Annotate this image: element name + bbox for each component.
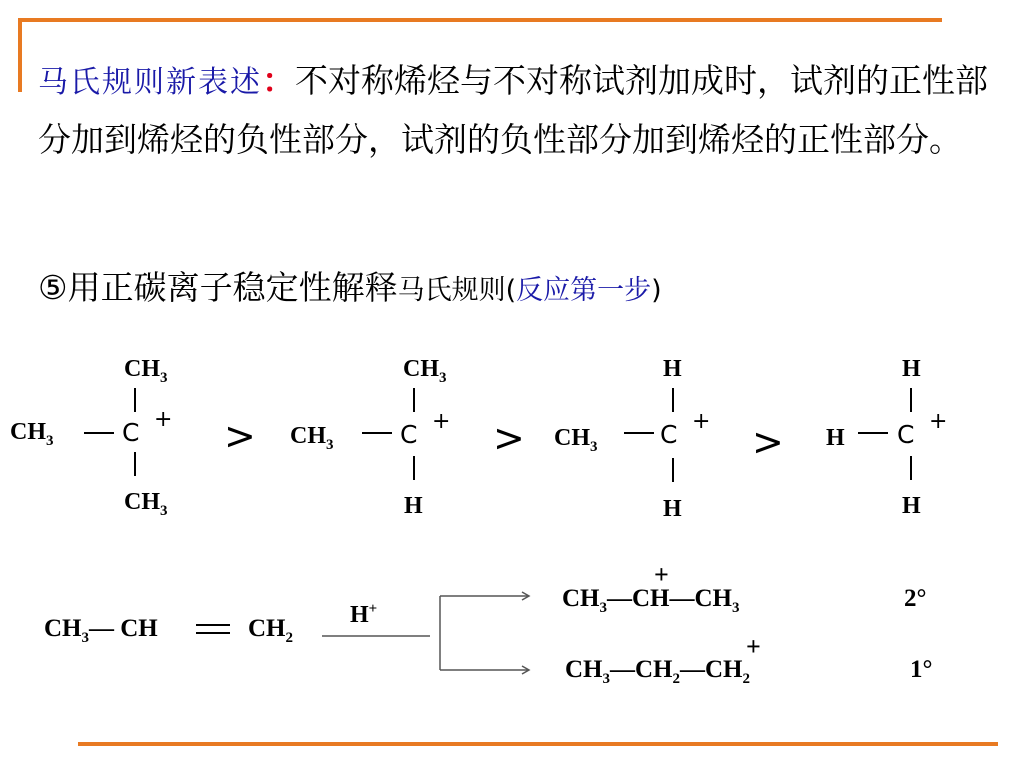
product2-plus: + (746, 632, 761, 661)
cation3-bottom-h: H (663, 496, 682, 522)
cation1-plus: + (154, 407, 173, 432)
heading-term: 马氏规则新表述 (38, 65, 262, 100)
cation2-top-ch3: $CH_3$ (403, 356, 447, 386)
cation4-bottom-h: H (902, 493, 921, 519)
cation2-top-bond (413, 388, 415, 412)
carbocation-explanation-title (38, 262, 662, 309)
greater-than-3: > (752, 420, 784, 464)
heading-text: 不对称烯烃与不对称试剂加成时，试剂的正性部分加到烯烃的负性部分，试剂的负性部分加到烯烃的正性部分。 (38, 61, 988, 159)
reagent-proton: H+ (350, 601, 378, 628)
sub-prefix: ⑤用正碳离子稳定性解释 (38, 268, 398, 307)
branch-arrow-icon (322, 590, 532, 680)
sub-step: 反应第一步 (516, 275, 652, 306)
cation1-top-bond (134, 388, 136, 412)
left-accent-line (18, 18, 22, 92)
double-bond-line-1 (196, 624, 230, 626)
greater-than-1: > (224, 414, 256, 458)
greater-than-2: > (493, 416, 525, 460)
cation1-carbon: C (122, 418, 140, 447)
heading-colon: ： (262, 61, 295, 100)
cation1-bottom-ch3: $CH_3$ (124, 489, 168, 519)
cation4-top-bond (910, 388, 912, 412)
reactant-propene: $CH_3—$ CH (44, 615, 158, 646)
cation3-left-ch3: $CH_3$ (554, 425, 598, 455)
product2-degree: 1° (910, 656, 933, 683)
cation1-bottom-bond (134, 452, 136, 476)
cation3-left-bond (624, 432, 654, 434)
cation3-carbon: C (660, 420, 678, 449)
cation1-top-ch3: $CH_3$ (124, 356, 168, 386)
cation2-bottom-bond (413, 456, 415, 480)
cation2-left-bond (362, 432, 392, 434)
cation2-bottom-h: H (404, 493, 423, 519)
cation3-plus: + (692, 409, 711, 434)
cation3-top-h: H (663, 356, 682, 382)
bottom-accent-line (78, 742, 998, 746)
markovnikov-statement (38, 52, 988, 168)
product1-plus: + (654, 560, 669, 589)
product1-formula: $CH_3—CH—CH_3$ (562, 585, 740, 616)
top-accent-line (18, 18, 942, 22)
double-bond-line-2 (196, 632, 230, 634)
cation4-top-h: H (902, 356, 921, 382)
sub-paren-close: ) (651, 275, 662, 306)
sub-rule: 马氏规则 (397, 275, 506, 306)
cation2-carbon: C (400, 420, 418, 449)
product2-formula: $CH_3—CH_2—CH_2$ (565, 656, 750, 687)
cation4-bottom-bond (910, 456, 912, 480)
cation3-bottom-bond (672, 458, 674, 482)
cation4-plus: + (929, 409, 948, 434)
reactant-ch2: $CH_2$ (248, 615, 293, 646)
product1-degree: 2° (904, 585, 927, 612)
cation4-carbon: C (897, 420, 915, 449)
cation2-plus: + (432, 409, 451, 434)
cation2-left-ch3: $CH_3$ (290, 423, 334, 453)
cation4-left-h: H (826, 425, 845, 451)
cation3-top-bond (672, 388, 674, 412)
reaction-arrow (322, 590, 532, 680)
cation4-left-bond (858, 432, 888, 434)
sub-paren-open: ( (505, 275, 517, 306)
cation1-left-ch3: $CH_3$ (10, 419, 54, 449)
cation1-left-bond (84, 432, 114, 434)
